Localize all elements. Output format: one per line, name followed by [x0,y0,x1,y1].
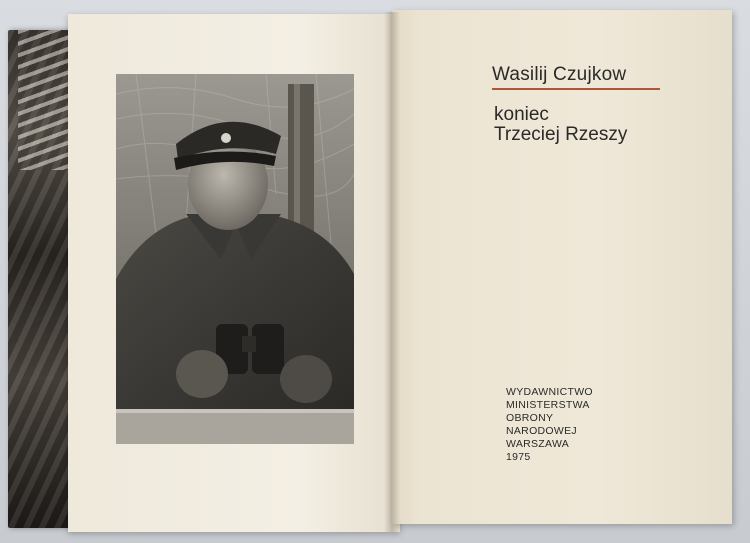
book-title-line-1: koniec [494,104,549,125]
author-name: Wasilij Czujkow [492,64,627,85]
right-page-title [392,10,732,524]
publisher-imprint [506,386,593,464]
book-title-line-2: Trzeciej Rzeszy [494,124,628,145]
publisher-line: WYDAWNICTWO [506,386,593,398]
book-gutter [384,12,400,532]
publisher-line: NARODOWEJ [506,425,577,437]
left-page [68,14,400,532]
publisher-line: WARSZAWA [506,438,570,450]
publication-year: 1975 [506,451,531,463]
publisher-line: MINISTERSTWA [506,399,590,411]
publisher-line: OBRONY [506,412,554,424]
portrait-photo [116,74,354,444]
accent-rule [492,88,660,90]
